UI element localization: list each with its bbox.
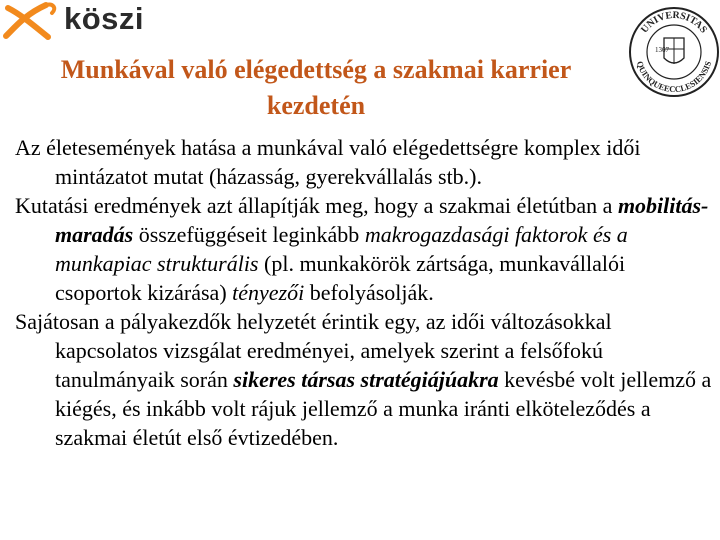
p2-text-c: összefüggéseit leginkább [133,222,365,247]
seal-year: 1367 [655,46,669,54]
seal-bottom-text: QUINQUEECCLESIENSIS [634,59,714,95]
p2-emphasis-mobility: mobilitás-maradás [55,193,709,247]
p3-text-c: kevésbé volt jellemző a kiégés, és inkább volt rájuk jellemző a munka iránti elköteleződés a szakmai életút első évtizedében. [55,367,712,450]
orange-swirl-logo-icon [2,0,60,42]
logo-wordmark: köszi [64,1,145,36]
koszi-logo [2,0,145,44]
svg-text:QUINQUEECCLESIENSIS [635,60,713,94]
seal-top-text: UNIVERSITAS [639,9,710,36]
slide-body [15,133,715,452]
slide-title [0,52,632,124]
p3-emphasis-strategy: sikeres társas stratégiájúakra [233,367,499,392]
paragraph-3 [15,307,715,452]
p3-text-a: Sajátosan a pályakezdők helyzetét érintik egy, az idői változásokkal kapcsolatos vizsgálat eredményei, amelyek szerint a felsőfokú tanulmányaik során [15,309,612,392]
paragraph-1: Az életesemények hatása a munkával való elégedettségre komplex idői mintázatot mutat (házasság, gyerekvállalás stb.). [15,135,641,189]
title-line-1: Munkával való elégedettség a szakmai karrier [60,55,572,84]
p2-text-g: befolyásolják. [304,280,434,305]
p2-emphasis-factors: tényezői [232,280,305,305]
university-seal-icon [626,0,720,100]
svg-text:UNIVERSITAS [639,10,709,36]
paragraph-2 [15,191,715,307]
p2-text-e: (pl. munkakörök zártsága, munkavállalói csoportok kizárása) [55,251,626,305]
title-line-2: kezdetén [266,91,366,120]
p2-text-a: Kutatási eredmények azt állapítják meg, hogy a szakmai életútban a [15,193,618,218]
p2-emphasis-macro: makrogazdasági faktorok és a munkapiac strukturális [55,222,628,276]
